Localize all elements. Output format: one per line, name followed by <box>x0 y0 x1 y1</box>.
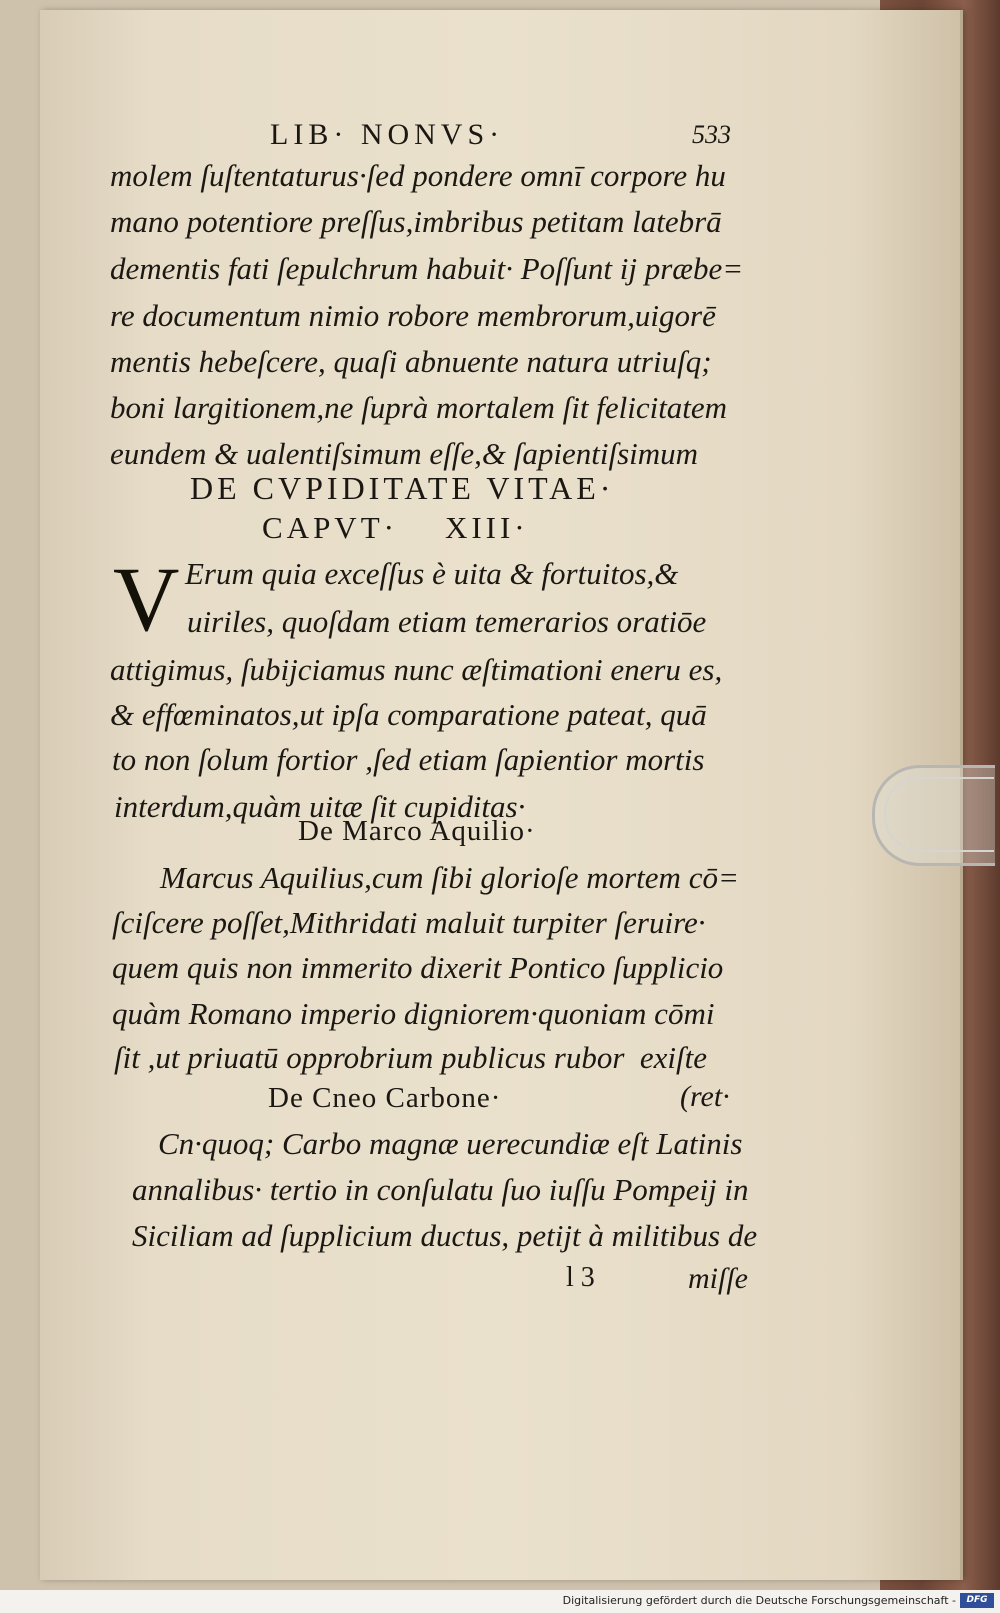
dfg-logo: DFG <box>960 1593 994 1608</box>
text-line <box>0 1126 1000 1166</box>
text-line-content: re documentum nimio robore membrorum,uigorē <box>110 298 716 333</box>
text-line <box>0 1040 1000 1080</box>
running-head-title: LIB· NONVS· <box>270 118 505 151</box>
chapter-number: CAPVT· XIII· <box>262 510 529 545</box>
text-line-content: & effœminatos,ut ipſa comparatione pateat, quā <box>110 697 707 732</box>
turnover-content: (ret· <box>680 1080 730 1113</box>
text-line-content: eundem & ualentiſsimum eſſe,& ſapientiſsimum <box>110 436 699 471</box>
text-line <box>0 158 1000 198</box>
text-line <box>0 344 1000 384</box>
text-line <box>0 298 1000 338</box>
text-line <box>0 556 1000 596</box>
page-number: 533 <box>692 120 731 149</box>
text-line <box>0 860 1000 900</box>
section-heading: De Marco Aquilio· <box>298 815 536 847</box>
text-line-content: annalibus· tertio in conſulatu ſuo iuſſu Pompeij in <box>132 1172 749 1207</box>
drop-cap-initial: V <box>113 548 180 650</box>
section-heading: De Cneo Carbone· <box>268 1082 502 1114</box>
text-line-content: mano potentiore preſſus,imbribus petitam latebrā <box>110 204 722 239</box>
text-line <box>0 1218 1000 1258</box>
text-line <box>0 204 1000 244</box>
text-line <box>0 1172 1000 1212</box>
text-line-content: Siciliam ad ſupplicium ductus, petijt à militibus de <box>132 1218 758 1253</box>
text-line-content: ſit ,ut priuatū opprobrium publicus rubor exiſte <box>114 1040 708 1075</box>
chapter-title: DE CVPIDITATE VITAE· <box>190 470 615 506</box>
text-line-content: quàm Romano imperio digniorem·quoniam cōmi <box>112 996 715 1031</box>
text-line <box>0 950 1000 990</box>
text-line-content: molem ſuſtentaturus·ſed pondere omnī corpore hu <box>110 158 726 193</box>
catchword-content: miſſe <box>688 1262 748 1295</box>
text-line <box>0 251 1000 291</box>
text-line <box>0 697 1000 737</box>
text-line-content: boni largitionem,ne ſuprà mortalem ſit felicitatem <box>110 390 728 425</box>
text-line-content: quem quis non immerito dixerit Pontico ſupplicio <box>112 950 724 985</box>
text-line-content: ſciſcere poſſet,Mithridati maluit turpiter ſeruire· <box>112 905 706 940</box>
text-line-content: mentis hebeſcere, quaſi abnuente natura utriuſq; <box>110 344 712 379</box>
text-line <box>0 652 1000 692</box>
digitization-credit: Digitalisierung gefördert durch die Deutsche Forschungsgemeinschaft - <box>562 1594 956 1607</box>
text-line-content: to non ſolum fortior ,ſed etiam ſapientior mortis <box>112 742 705 777</box>
text-line <box>0 742 1000 782</box>
signature-content: l 3 <box>566 1262 595 1293</box>
text-line-content: interdum,quàm uitæ ſit cupiditas· <box>114 789 526 824</box>
text-line <box>0 390 1000 430</box>
text-line-content: dementis fati ſepulchrum habuit· Poſſunt ij præbe= <box>110 251 744 286</box>
text-line <box>0 996 1000 1036</box>
text-line <box>0 905 1000 945</box>
text-line-content: attigimus, ſubijciamus nunc æſtimationi eneru es, <box>110 652 723 687</box>
text-line <box>0 604 1000 644</box>
text-line-content: uiriles, quoſdam etiam temerarios oratiōe <box>187 604 707 639</box>
text-line-content: Cn·quoq; Carbo magnæ uerecundiæ eſt Latinis <box>158 1126 743 1161</box>
text-line-content: Marcus Aquilius,cum ſibi glorioſe mortem cō= <box>160 860 739 895</box>
text-line-content: Erum quia exceſſus è uita & fortuitos,& <box>185 556 679 591</box>
